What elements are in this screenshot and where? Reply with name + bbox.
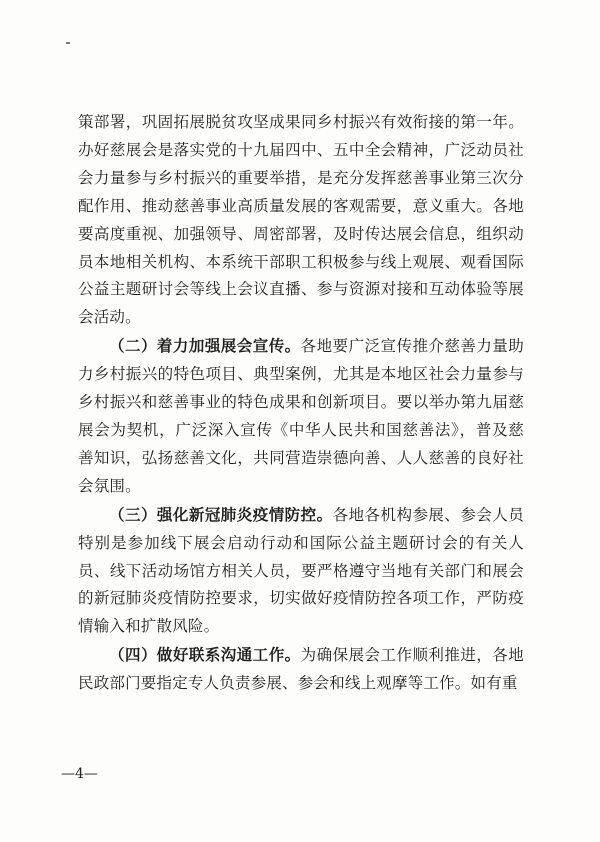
scan-artifact-mark <box>66 42 70 44</box>
paragraph-text: 各地要广泛宣传推介慈善力量助力乡村振兴的特色项目、典型案例，尤其是本地区社会力量参与乡村振兴和慈善事业的特色成果和创新项目。要以举办第九届慈展会为契机，广泛深入宣传《中华人民共和国慈善法》，普及慈善知识，弘扬慈善文化，共同营造崇德向善、人人慈善的良好社会氛围。 <box>78 337 524 495</box>
paragraph-epidemic-control <box>78 501 524 642</box>
paragraph-communication <box>78 641 524 698</box>
paragraph-continuation <box>78 108 524 332</box>
paragraph-text: 策部署，巩固拓展脱贫攻坚成果同乡村振兴有效衔接的第一年。办好慈展会是落实党的十九届四中、五中全会精神，广泛动员社会力量参与乡村振兴的重要举措，是充分发挥慈善事业第三次分配作用、推动慈善事业高质量发展的客观需要，意义重大。各地要高度重视、加强领导、周密部署，及时传达展会信息，组织动员本地相关机构、本系统干部职工积极参与线上观展、观看国际公益主题研讨会等线上会议直播、参与资源对接和互动体验等展会活动。 <box>78 113 524 327</box>
paragraph-heading: （三）强化新冠肺炎疫情防控。 <box>109 504 333 524</box>
paragraph-heading: （四）做好联系沟通工作。 <box>109 645 301 665</box>
paragraph-promotion <box>78 332 524 500</box>
paragraph-heading: （二）着力加强展会宣传。 <box>109 336 301 356</box>
paragraph-text: 为确保展会工作顺利推进，各地民政部门要指定专人负责参展、参会和线上观摩等工作。如有重 <box>78 646 524 693</box>
document-body <box>78 108 524 698</box>
page-number: —4— <box>61 766 98 782</box>
paragraph-text: 各地各机构参展、参会人员特别是参加线下展会启动行动和国际公益主题研讨会的有关人员、线下活动场馆方相关人员，要严格遵守当地有关部门和展会的新冠肺炎疫情防控要求，切实做好疫情防控各项工作，严防疫情输入和扩散风险。 <box>78 505 524 636</box>
